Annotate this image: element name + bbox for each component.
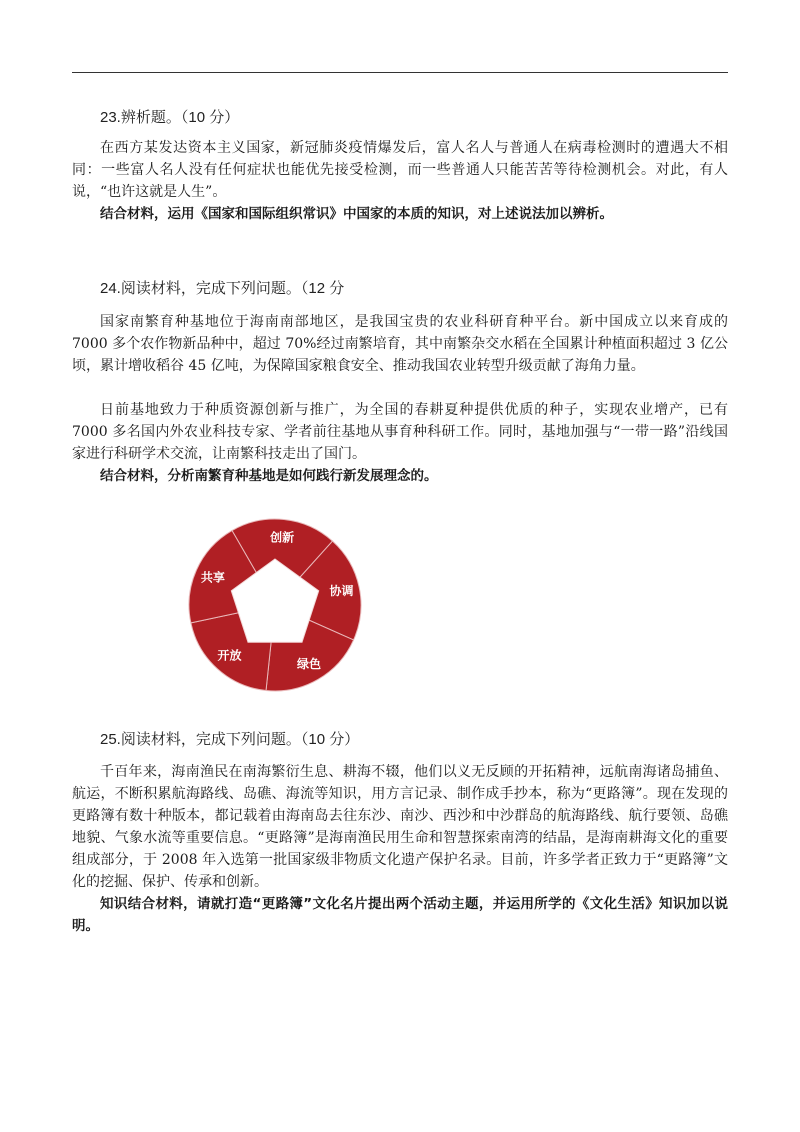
q23-heading: 23.辨析题。（10 分） [100,109,240,126]
q25-material [72,761,728,893]
top-divider [72,72,728,73]
q23-question-text: 结合材料，运用《国家和国际组织常识》中国家的本质的知识，对上述说法加以辨析。 [100,206,613,222]
diagram-label-5: 共享 [200,570,225,585]
q23-question [72,203,728,225]
q23-material [72,137,728,203]
diagram-label-3: 绿色 [296,656,322,671]
diagram-label-2: 协调 [329,583,354,598]
diagram-label-1: 创新 [270,530,295,545]
q24-material-1 [72,311,728,377]
q24-question [72,465,728,487]
q24-material-2-text: 日前基地致力于种质资源创新与推广，为全国的春耕夏种提供优质的种子，实现农业增产，已有 7000 多名国内外农业科技专家、学者前往基地从事育种科研工作。同时，基地加强与“一带一路”沿线国家进行科研学术交流，让南繁科技走出了国门。 [72,402,728,462]
q24-material-1-text: 国家南繁育种基地位于海南南部地区，是我国宝贵的农业科研育种平台。新中国成立以来育成的 7000 多个农作物新品种中，超过 70%经过南繁培育，其中南繁杂交水稻在全国累计种植面积超过 3 亿公顷，累计增收稻谷 45 亿吨，为保障国家粮食安全、推动我国农业转型升级贡献了海角力量。 [72,314,728,374]
q24-question-text: 结合材料，分析南繁育种基地是如何践行新发展理念的。 [100,468,438,484]
q25-question-text: 知识结合材料，请就打造“更路簿”文化名片提出两个活动主题，并运用所学的《文化生活》知识加以说明。 [72,896,728,934]
new-development-concept-diagram [185,515,365,695]
q25-question [72,893,728,937]
diagram-label-4: 开放 [217,648,242,663]
q24-heading: 24.阅读材料，完成下列问题。（12 分 [100,280,345,297]
q23-material-text: 在西方某发达资本主义国家，新冠肺炎疫情爆发后，富人名人与普通人在病毒检测时的遭遇大不相同：一些富人名人没有任何症状也能优先接受检测，而一些普通人只能苦苦等待检测机会。对此，有人说，“也许这就是人生”。 [72,140,728,200]
q25-heading: 25.阅读材料，完成下列问题。（10 分） [100,731,360,748]
q25-material-text: 千百年来，海南渔民在南海繁衍生息、耕海不辍，他们以义无反顾的开拓精神，远航南海诸岛捕鱼、航运，不断积累航海路线、岛礁、海流等知识，用方言记录、制作成手抄本，称为“更路簿”。现在发现的更路簿有数十种版本，都记载着由海南岛去往东沙、南沙、西沙和中沙群岛的航海路线、航行要领、岛礁地貌、气象水流等重要信息。“更路簿”是海南渔民用生命和智慧探索南湾的结晶，是海南耕海文化的重要组成部分，于 2008 年入选第一批国家级非物质文化遗产保护名录。目前，许多学者正致力于“更路簿”文化的挖掘、保护、传承和创新。 [72,764,728,890]
q24-material-2 [72,399,728,465]
